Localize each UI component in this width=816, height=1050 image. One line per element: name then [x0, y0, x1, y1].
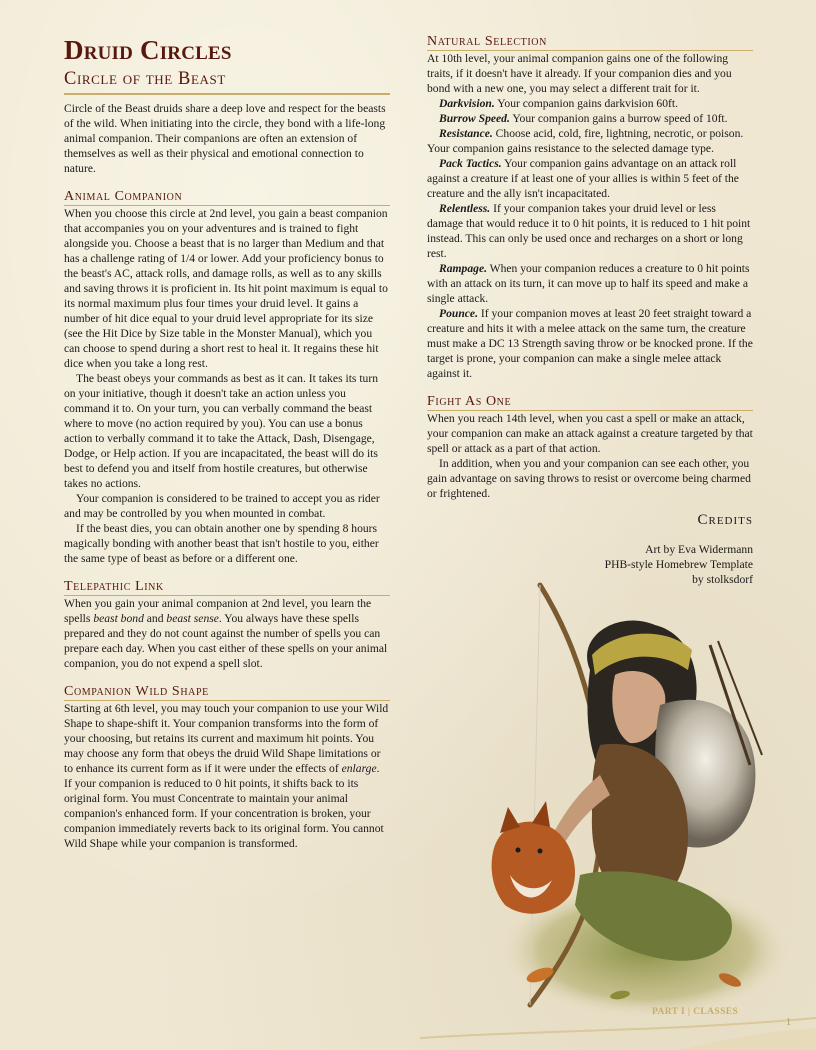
trait-item: Relentless. If your companion takes your druid level or less damage that would reduce it to 0 hit points, it is reduced to 1 hit point instead. This can only be used once and recharges on a short or long rest.	[427, 202, 751, 260]
telepathic-link-paragraph: When you gain your animal companion at 2nd level, you learn the spells beast bond and beast sense. You always have these spells prepared and they do not count against the number of spells you can prepare each day. When you cast either of these spells on your animal companion, you do not expend a spell slot.	[64, 597, 388, 670]
credit-artist: Art by Eva Widermann	[645, 543, 753, 556]
druid-with-fox-illustration	[480, 575, 800, 1025]
credit-template: PHB-style Homebrew Template	[604, 558, 753, 571]
trait-item: Pack Tactics. Your companion gains advantage on an attack roll against a creature if at least one of your allies is within 5 feet of the creature and the ally isn't incapacitated.	[427, 157, 739, 200]
heading-companion-wild-shape: Companion Wild Shape	[64, 684, 390, 701]
footer-part-label: PART I | CLASSES	[652, 1007, 739, 1017]
spell-name: enlarge	[341, 762, 377, 775]
spell-name: beast bond	[93, 612, 144, 625]
animal-companion-p2: The beast obeys your commands as best as it can. It takes its turn on your initiative, though it doesn't take an action unless you command it to. On your turn, you can verbally command the beast where to move (no action required by you). You can use a bonus action to verbally command it to take the Attack, Dash, Disengage, Dodge, or Help action. If you are incapacitated, the beast will do its best to defend you and itself from hostile creatures, but otherwise takes no actions.	[64, 372, 379, 490]
left-column	[64, 34, 390, 851]
footer-ornament	[420, 1010, 816, 1050]
intro-paragraph: Circle of the Beast druids share a deep love and respect for the beasts of the wild. When initiating into the circle, they bond with a life-long animal companion. Their companions are often an extension of themselves as well as their physical and emotional connection to nature.	[64, 102, 386, 175]
heading-natural-selection: Natural Selection	[427, 34, 753, 51]
trait-list	[427, 96, 753, 381]
animal-companion-p4: If the beast dies, you can obtain another one by spending 8 hours magically bonding with another beast that isn't hostile to you, either the same type of beast as before or a different one.	[64, 522, 379, 565]
credits-heading: Credits	[697, 512, 753, 528]
page-title: Druid Circles	[64, 35, 232, 65]
trait-item: Burrow Speed. Your companion gains a burrow speed of 10ft.	[439, 112, 728, 125]
natural-selection-intro: At 10th level, your animal companion gains one of the following traits, if it doesn't have it already. If your companion dies and you bond with a new one, you may select a different trait for it.	[427, 52, 732, 95]
heading-telepathic-link: Telepathic Link	[64, 579, 390, 596]
heading-animal-companion: Animal Companion	[64, 189, 390, 206]
fight-as-one-p2: In addition, when you and your companion can see each other, you gain advantage on saving throws to resist or overcome being charmed or frightened.	[427, 457, 751, 500]
page-number: 1	[786, 1017, 791, 1028]
trait-item: Resistance. Choose acid, cold, fire, lightning, necrotic, or poison. Your companion gains resistance to the selected damage type.	[427, 127, 744, 155]
heading-fight-as-one: Fight As One	[427, 394, 753, 411]
fight-as-one-p1: When you reach 14th level, when you cast a spell or make an attack, your companion can make an attack against a creature targeted by that spell or attack as a part of that action.	[427, 412, 753, 455]
animal-companion-p1: When you choose this circle at 2nd level, you gain a beast companion that accompanies you on your adventures and is trained to fight alongside you. Choose a beast that is no larger than Medium and that has a challenge rating of 1/4 or lower. Add your proficiency bonus to the beast's AC, attack rolls, and damage rolls, as well as to any skills and saving throws it is proficient in. Its hit point maximum is equal to its normal maximum plus four times your druid level. It gains a number of hit dice equal to your druid level appropriate for its size (see the Hit Dice by Size table in the Monster Manual), which you can choose to spend during a short rest to heal it. It regains these hit dice when you take a long rest.	[64, 207, 388, 370]
trait-item: Rampage. When your companion reduces a creature to 0 hit points with an attack on its turn, it can move up to half its speed and make a single attack.	[427, 262, 750, 305]
animal-companion-p3: Your companion is considered to be trained to accept you as rider and may be controlled by you when mounted in combat.	[64, 492, 380, 520]
right-column	[427, 34, 753, 587]
trait-item: Pounce. If your companion moves at least 20 feet straight toward a creature and hits it with a melee attack on the same turn, the creature must make a DC 13 Strength saving throw or be knocked prone. If the target is prone, your companion can make a single melee attack against it.	[427, 307, 753, 380]
companion-wild-shape-paragraph: Starting at 6th level, you may touch your companion to use your Wild Shape to shape-shift it. Your companion transforms into the form of your choosing, but retains its current and maximum hit points. You may choose any form that obeys the druid Wild Shape limitations or to enhance its current form as if it were under the effects of enlarge. If your companion is reduced to 0 hit points, it shifts back to its original form. You must Concentrate to maintain your animal companion's enhanced form. If your concentration is broken, your companion immediately reverts back to its original form. You cannot Wild Shape while your companion is transformed.	[64, 702, 389, 850]
spell-name: beast sense	[166, 612, 219, 625]
credit-author: by stolksdorf	[692, 573, 753, 586]
subclass-title: Circle of the Beast	[64, 68, 390, 95]
trait-item: Darkvision. Your companion gains darkvision 60ft.	[439, 97, 678, 110]
